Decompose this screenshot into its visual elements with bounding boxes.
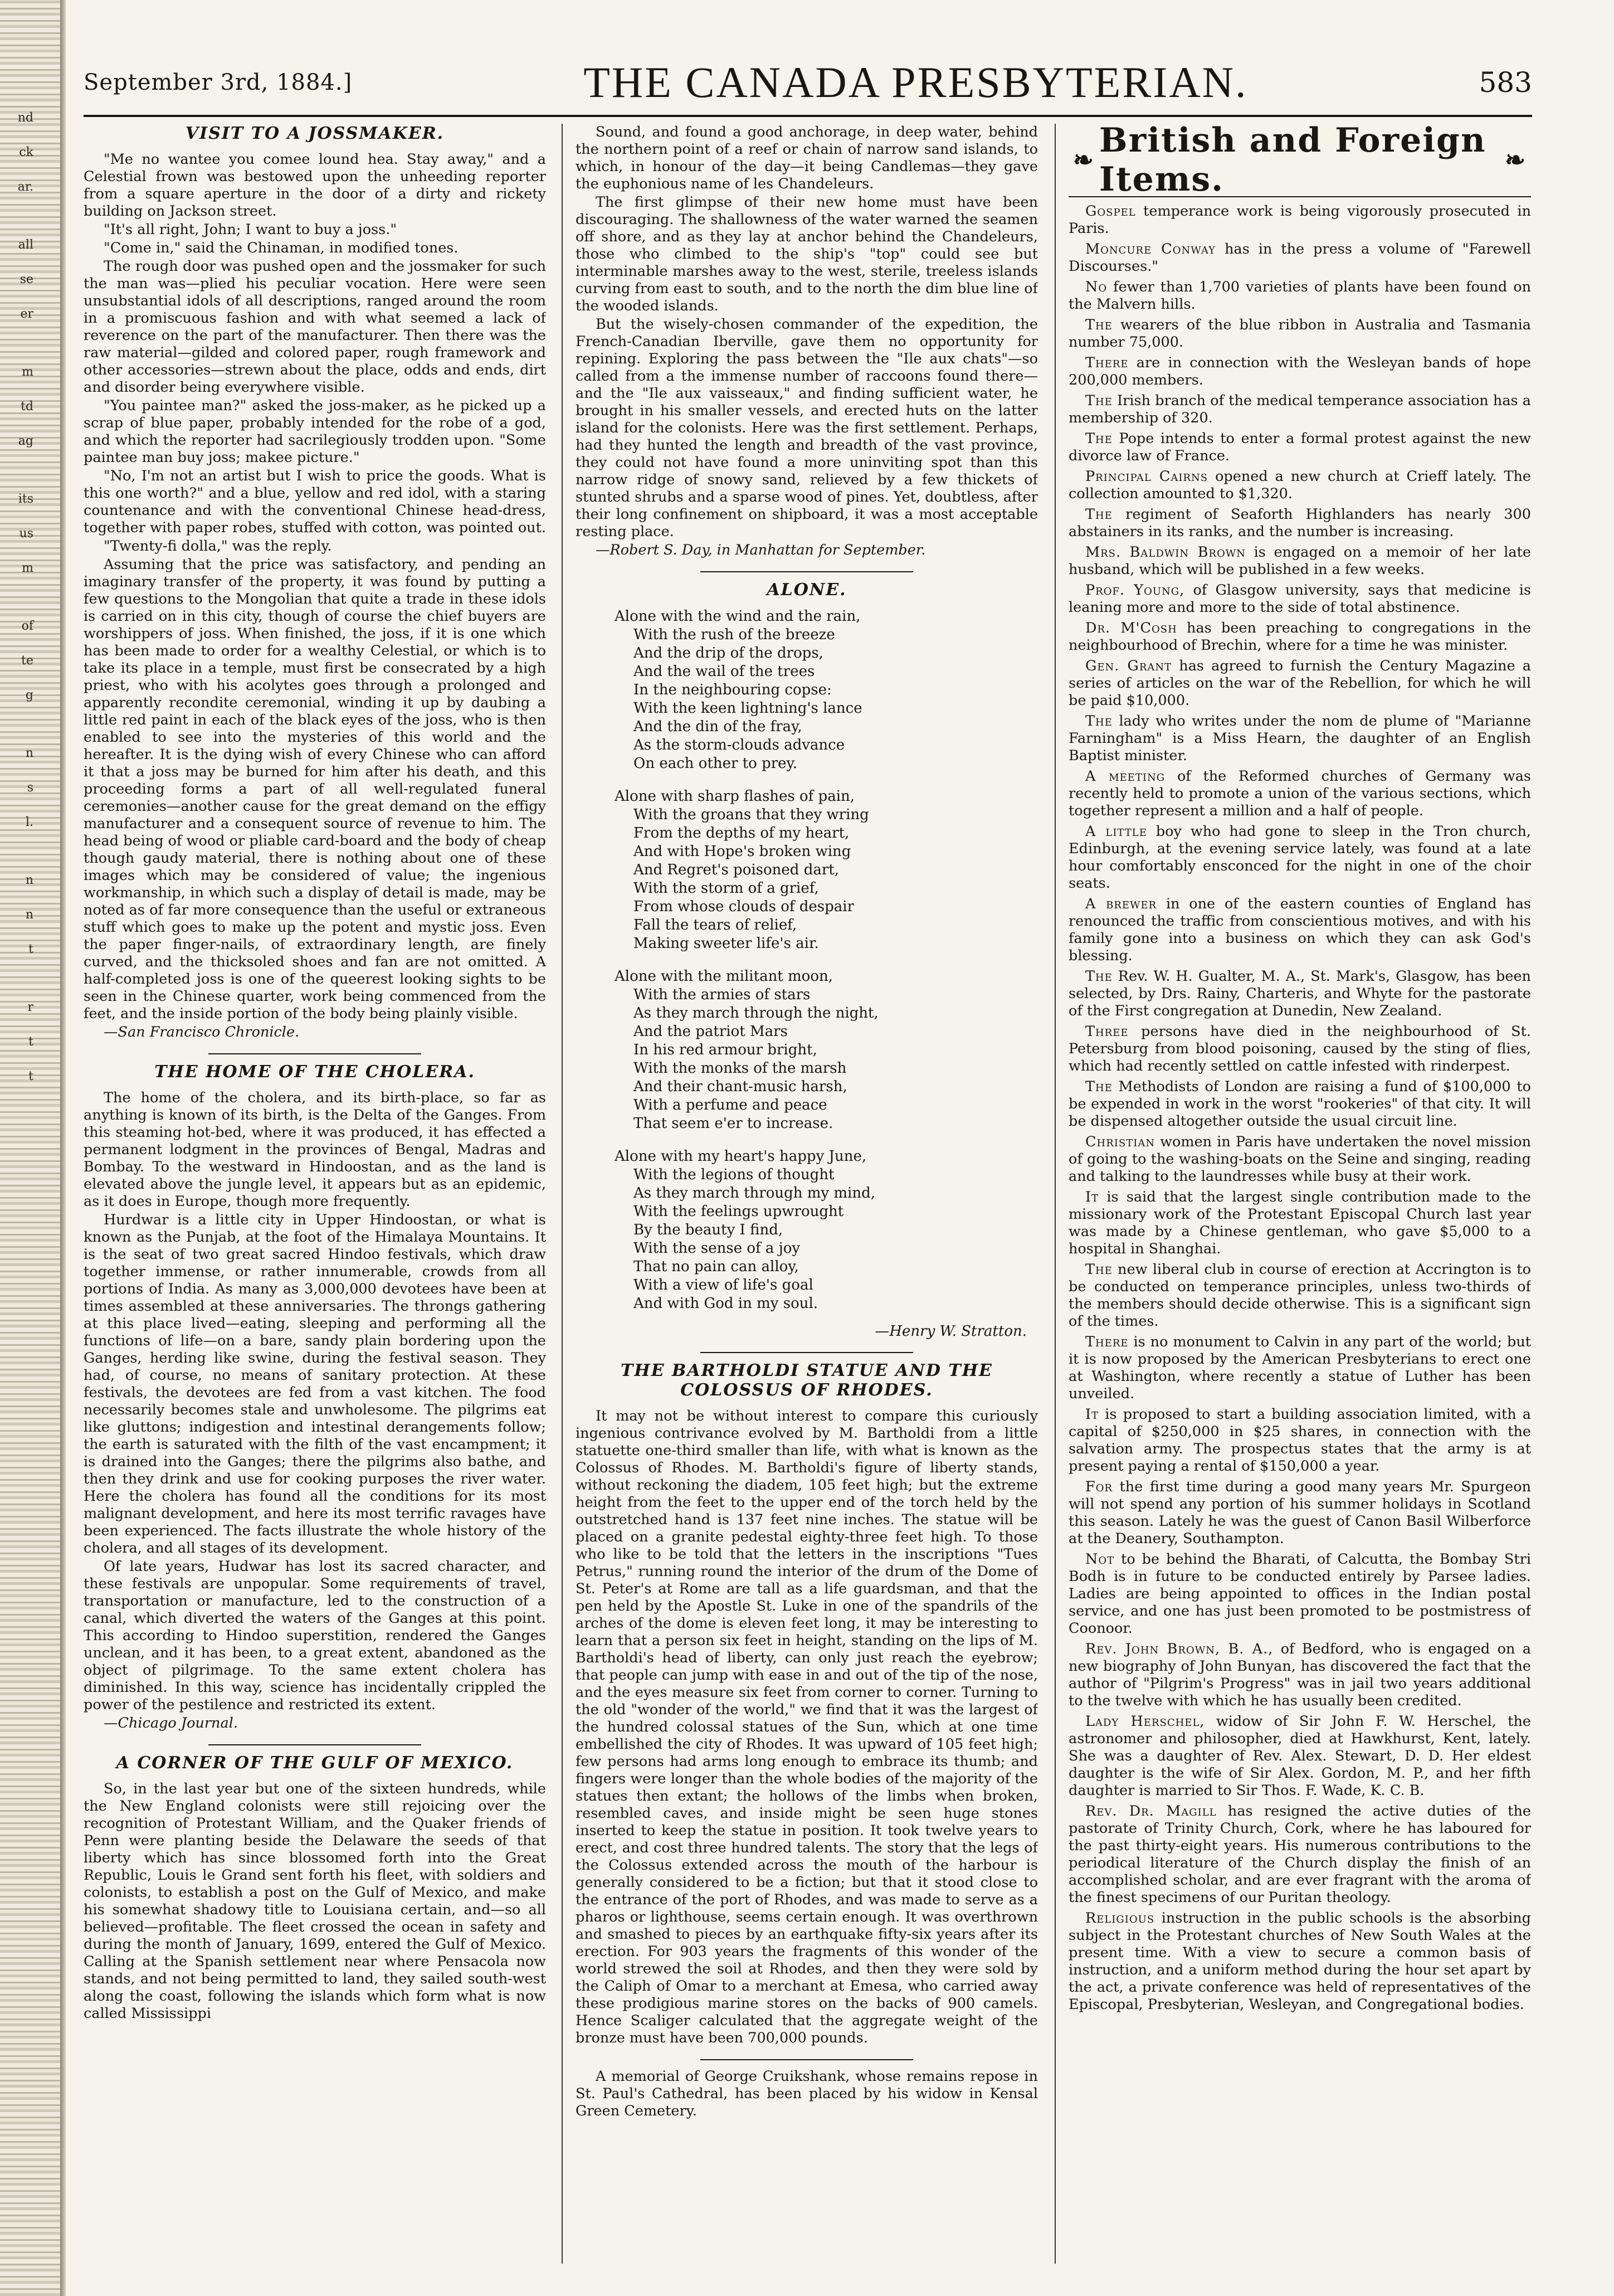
poem-line: Fall the tears of relief,	[633, 917, 797, 933]
news-item	[1069, 1134, 1531, 1185]
separator-rule	[208, 1744, 421, 1745]
news-item-text: widow of Sir John F. W. Herschel, the astronomer and philosopher, died at Hawkhurst, Kent, lately. She was a daughter of Rev. Alex. Stewart, D. D. Her eldest daughter is the wife of Sir Alex. Gordon, M. P., and her fifth daughter is married to Sir Thos. F. Wade, K. C. B.	[1069, 1713, 1531, 1799]
paragraph: "Come in," said the Chinaman, in modified tones.	[104, 240, 459, 256]
news-item	[1069, 713, 1531, 765]
paragraph: Of late years, Hudwar has lost its sacred character, and these festivals are unpopular. Some requirements of travel, transportation or manufacture, led to the construction of a canal, which diverted the waters of the Ganges at this point. This according to Hindoo superstition, rendered the Ganges unclean, and it has been, to a great extent, abandoned as the object of pilgrimage. To the same extent cholera has diminished. In this way, science has incidentally crippled the power of the pestilence and restricted its extent.	[84, 1558, 546, 1713]
news-item-lead: Three	[1085, 1023, 1129, 1040]
poem-line: Making sweeter life's air.	[633, 935, 819, 952]
news-item	[1069, 203, 1531, 237]
news-item-text: instruction in the public schools is the absorbing subject in the Protestant churches of New South Wales at the present time. With a view to secure a common basis of instruction, and a uniform method during the hour set apart by the act, a private conference was held of representatives of the Episcopal, Presbyterian, Wesleyan, and Congregational bodies.	[1069, 1910, 1531, 2013]
news-item-text: of Glasgow university, says that medicine is leaning more and more to the side of total abstinence.	[1069, 582, 1531, 616]
news-item-text: in one of the eastern counties of England has renounced the traffic from conscientious motives, and with his family gone into a business on which they can ask God's blessing.	[1069, 896, 1531, 964]
news-item-text: is said that the largest single contribution made to the missionary work of the Protestant Episcopal Church last year was made by a Chinese gentleman, who gave $5,000 to a hospital in Shanghai.	[1069, 1189, 1531, 1257]
adjacent-page-fragment: se	[19, 273, 33, 286]
poem-stanza	[615, 1147, 1038, 1313]
poem-line: And the patriot Mars	[633, 1023, 788, 1040]
paragraph: So, in the last year but one of the sixteen hundreds, while the New England colonists were still rejoicing over the recognition of Protestant William, and the Quaker friends of Penn were planting beside the Delaware the seeds of that liberty which has since blossomed forth into the Great Republic, Louis le Grand sent forth his fleet, with soldiers and colonists, to establish a post on the Gulf of Mexico, and make his somewhat shadowy title to Louisiana certain, and—so all believed—profitable. The fleet crossed the ocean in safety and during the month of January, 1699, entered the Gulf of Mexico. Calling at the Spanish settlement near where Pensacola now stands, and not being permitted to land, they sailed south-west along the coast, following the islands which form what is now called Mississippi	[84, 1781, 546, 2022]
news-item-lead: The	[1085, 430, 1113, 447]
news-item-lead: Dr. M'Cosh	[1085, 620, 1177, 636]
news-item	[1069, 544, 1531, 578]
poem-line: And their chant-music harsh,	[633, 1078, 847, 1095]
news-item	[1069, 506, 1531, 541]
article-source: —San Francisco Chronicle.	[104, 1024, 300, 1040]
news-item	[1069, 1078, 1531, 1130]
news-item	[1069, 582, 1531, 616]
paragraph: The home of the cholera, and its birth-place, so far as anything is known of its birth, is the Delta of the Ganges. From this steaming hot-bed, where it was produced, it has effected a permanent lodgment in the provinces of Bengal, Madras and Bombay. To the westward in Hindoostan, and as the land is elevated above the jungle level, it appears but as an epidemic, as it does in Europe, though more frequently.	[84, 1089, 546, 1210]
news-item-lead: Moncure Conway	[1085, 241, 1216, 257]
poem-line: And with Hope's broken wing	[633, 843, 851, 860]
news-item	[1069, 1713, 1531, 1799]
news-item	[1069, 317, 1531, 351]
book-binding-edge	[0, 0, 66, 2296]
poem-line: With the legions of thought	[633, 1166, 835, 1183]
poem-line: With the groans that they wring	[633, 806, 869, 823]
adjacent-page-fragment: t	[28, 1035, 33, 1049]
news-item-lead: Christian	[1085, 1134, 1155, 1150]
newspaper-title: THE CANADA PRESBYTERIAN.	[583, 58, 1248, 106]
poem-stanza	[615, 787, 1038, 953]
news-item-lead: Gen. Grant	[1085, 658, 1172, 674]
adjacent-page-fragment: n	[25, 746, 33, 760]
news-item-lead: Gospel	[1085, 203, 1136, 220]
page-number: 583	[1479, 66, 1532, 99]
news-item	[1069, 1023, 1531, 1075]
paragraph: It may not be without interest to compare this curiously ingenious contrivance evolved by M. Bartholdi from a little statuette one-third smaller than life, with what is known as the Colossus of Rhodes. M. Bartholdi's figure of liberty stands, without reckoning the diadem, 105 feet high; but the extreme height from the feet to the upper end of the torch held by the outstretched hand is 137 feet nine inches. The statue will be placed on a granite pedestal eighty-three feet high. To those who like to be told that the letters in the inscriptions "Tues Petrus," running round the interior of the drum of the Dome of St. Peter's at Rome are tall as a life guardsman, and that the pen held by the Apostle St. Luke in one of the spandrils of the arches of the dome is eleven feet long, it may be interesting to learn that a person six feet in height, standing on the lips of M. Bartholdi's head of liberty, can only just reach the eyebrow; that people can jump with ease in and out of the tip of the nose, and the eyes measure six feet from corner to corner. Turning to the old "wonder of the world," we find that it was the largest of the hundred colossal statues of the Sun, which at one time embellished the city of Rhodes. It was upward of 105 feet high; few persons had arms long enough to embrace its thumb; and fingers were longer than the whole bodies of the majority of the statues then extant; the hollows of the limbs when broken, resembled caves, and inside might be seen huge stones inserted to keep the statue in position. It took twelve years to erect, and cost three hundred talents. The story that the legs of the Colossus extended across the mouth of the harbour is generally considered to be a fiction; but that it stood close to the entrance of the port of Rhodes, and was made to serve as a pharos or lighthouse, seems certain enough. It was overthrown and smashed to pieces by an earthquake fifty-six years after its erection. For 903 years the fragments of this wonder of the world strewed the soil at Rhodes, and then they were sold by the Caliph of Omar to a merchant at Emesa, who carried away these prodigious marine stores on the backs of 900 camels. Hence Scaliger calculated that the aggregate weight of the bronze must have been 700,000 pounds.	[576, 1408, 1038, 2046]
news-item-text: is no monument to Calvin in any part of the world; but it is now proposed by the American Presbyterians to erect one at Washington, where recently a statue of Luther has been unveiled.	[1069, 1334, 1531, 1402]
poem-line: On each other to prey.	[633, 755, 798, 772]
news-item-lead: The	[1085, 506, 1113, 523]
poem-line: As the storm-clouds advance	[633, 737, 845, 753]
news-item-text: of Bedford, who is engaged on a new biography of John Bunyan, has discovered the fact that the author of "Pilgrim's Progress" was in jail two years additional to the twelve with which he has usually been credited.	[1069, 1641, 1531, 1709]
poem-line: Alone with the militant moon,	[615, 968, 833, 985]
adjacent-page-fragment: nd	[17, 111, 33, 125]
adjacent-page-fragment: m	[22, 365, 33, 379]
news-item-lead: Lady Herschel,	[1085, 1713, 1205, 1730]
news-item-text: opened a new church at Crieff lately. The collection amounted to $1,320.	[1069, 468, 1531, 502]
poem-line: That no pain can alloy,	[633, 1258, 799, 1275]
separator-rule	[208, 1053, 421, 1054]
poem-line: And with God in my soul.	[633, 1295, 818, 1312]
news-item-lead: Religious	[1085, 1910, 1155, 1927]
news-item	[1069, 620, 1531, 654]
adjacent-page-fragment: l.	[25, 815, 33, 829]
poem-line: And the din of the fray,	[633, 718, 802, 735]
adjacent-page-fragments	[4, 106, 33, 1122]
news-item	[1069, 1478, 1531, 1548]
adjacent-page-fragment: ck	[19, 145, 33, 159]
news-item-text: regiment of Seaforth Highlanders has nearly 300 abstainers in its ranks, and the number is increasing.	[1069, 506, 1531, 540]
poem-alone	[615, 607, 1038, 1313]
adjacent-page-fragment: g	[25, 688, 33, 702]
news-item-text: Rev. W. H. Gualter, M. A., St. Mark's, Glasgow, has been selected, by Drs. Rainy, Charteris, and Whyte for the pastorate of the First congregation at Dunedin, New Zealand.	[1069, 968, 1531, 1019]
article-continuation-gulf	[576, 124, 1038, 541]
poem-line: From whose clouds of despair	[633, 898, 855, 915]
poem-line: With the armies of stars	[633, 986, 811, 1003]
poem-line: From the depths of my heart,	[633, 825, 850, 841]
paragraph: Assuming that the price was satisfactory, and pending an imaginary transfer of the property, it was found by putting a few questions to the Mongolian that quite a trade in these idols is carried on in this city, though of course the chief buyers are worshippers of joss. When finished, the joss, if it is one which has been made to order for a wealthy Celestial, or which is to take its place in a temple, must first be consecrated by a high priest, who with his acolytes goes through a prolonged and apparently recondite ceremonial, winding it up by daubing a little red paint in each of the black eyes of the joss, who is then enabled to see into the mysteries of this world and the hereafter. It is the dying wish of every Chinese who can afford it that a joss may be burned for him after his death, and this proceeding forms a part of all well-regulated funeral ceremonies—another cause for the great demand on the effigy manufacturer and a consequent source of revenue to him. The head being of wood or pliable card-board and the body of cheap though gaudy material, there is nothing about one of these images which may be considered of value; the ingenious workmanship, in which such a display of detail is made, may be noted as of far more consequence than the useful or extraneous stuff which goes to make up the potent and mystic joss. Even the paper finger-nails, of extraordinary length, are finely curved, and the thicksoled shoes and fan are not omitted. A half-completed joss is one of the queerest looking sights to be seen in the Chinese quarter, work being commenced from the feet, and the inside portion of the body being plainly visible.	[84, 556, 546, 1022]
adjacent-page-fragment: t	[28, 942, 33, 956]
separator-rule	[700, 1352, 913, 1353]
adjacent-page-fragment: td	[21, 400, 33, 414]
column-rule-2	[1055, 124, 1056, 2264]
news-item-text: fewer than 1,700 varieties of plants have been found on the Malvern hills.	[1069, 279, 1531, 313]
news-item	[1069, 1406, 1531, 1475]
poem-stanza	[615, 607, 1038, 773]
poem-line: And the wail of the trees	[633, 663, 815, 680]
news-item-lead: Rev. John Brown, B. A.,	[1085, 1641, 1274, 1657]
article-title-jossmaker: VISIT TO A JOSSMAKER.	[185, 124, 445, 143]
poem-title: ALONE.	[767, 580, 847, 600]
news-item-lead: No	[1085, 279, 1108, 295]
poem-line: With a perfume and peace	[633, 1097, 827, 1113]
adjacent-page-fragment: er	[20, 307, 33, 321]
poem-author: —Henry W. Stratton.	[875, 1323, 1027, 1340]
paragraph: "Me no wantee you comee lound hea. Stay away," and a Celestial frown was bestowed upon the unheeding reporter from a square aperture in the door of a dirty and rickety building on Jackson street.	[84, 151, 546, 220]
article-body-jossmaker	[84, 151, 546, 1023]
news-item-lead: The	[1085, 317, 1113, 333]
adjacent-page-fragment: us	[19, 527, 33, 541]
news-item-text: to be behind the Bharati, of Calcutta, the Bombay Stri Bodh is in future to be conducted entirely by Parsee ladies. Ladies are being appointed to offices in the Indian postal service, and one has just been promoted to be postmistress of Coonoor.	[1069, 1551, 1531, 1637]
news-item	[1069, 823, 1531, 892]
news-item-text: is proposed to start a building association limited, with a capital of $250,000 in $25 shares, in connection with the salvation army. The prospectus states that the army is at present paying a rental of $150,000 a year.	[1069, 1406, 1531, 1475]
news-item-lead: For	[1085, 1478, 1113, 1495]
adjacent-page-fragment: s	[27, 781, 33, 795]
article-source: —Chicago Journal.	[104, 1715, 238, 1731]
adjacent-page-fragment: all	[18, 238, 33, 252]
adjacent-page-fragment: ag	[18, 434, 33, 448]
news-item	[1069, 354, 1531, 389]
news-item-lead: A meeting	[1085, 768, 1166, 785]
news-item-lead: It	[1085, 1406, 1099, 1423]
issue-date: September 3rd, 1884.]	[84, 70, 353, 95]
poem-line: By the beauty I find,	[633, 1222, 783, 1238]
poem-line: And the drip of the drops,	[633, 645, 823, 661]
news-item-text: has agreed to furnish the Century Magazine a series of articles on the war of the Rebellion, for which he will be paid $10,000.	[1069, 658, 1531, 709]
news-item	[1069, 392, 1531, 427]
news-item	[1069, 658, 1531, 709]
separator-rule	[700, 571, 913, 572]
news-item	[1069, 430, 1531, 465]
news-item-lead: The	[1085, 968, 1113, 985]
news-item-text: has resigned the active duties of the pastorate of Trinity Church, Cork, where he has laboured for the past thirty-eight years. His numerous contributions to the periodical literature of the Church display the finish of an accomplished scholar, and are ever fragrant with the aroma of the finest specimens of our Puritan theology.	[1069, 1803, 1531, 1906]
news-item	[1069, 241, 1531, 275]
poem-stanza	[615, 967, 1038, 1133]
news-item-lead: Prof. Young,	[1085, 582, 1185, 599]
column-2	[576, 124, 1038, 2264]
memorial-note: A memorial of George Cruikshank, whose remains repose in St. Paul's Cathedral, has been placed by his widow in Kensal Green Cemetery.	[576, 2068, 1038, 2119]
poem-line: With the sense of a joy	[633, 1240, 801, 1257]
paragraph: "Twenty-fi dolla," was the reply.	[104, 538, 332, 554]
news-item	[1069, 1803, 1531, 1906]
news-item-lead: Mrs. Baldwin Brown	[1085, 544, 1246, 561]
news-item	[1069, 468, 1531, 503]
poem-line: And Regret's poisoned dart,	[633, 862, 839, 878]
adjacent-page-fragment: n	[25, 908, 33, 922]
news-items-list	[1069, 203, 1531, 2013]
column-1	[84, 124, 546, 2264]
poem-line: With the storm of a grief,	[633, 880, 819, 897]
article-body-cholera	[84, 1089, 546, 1714]
poem-line: That seem e'er to increase.	[633, 1115, 833, 1132]
news-item-text: of the Reformed churches of Germany was recently held to promote a union of the various sections, which together represent a million and a half of people.	[1069, 768, 1531, 819]
news-item-text: temperance work is being vigorously prosecuted in Paris.	[1069, 203, 1531, 237]
article-title-cholera: THE HOME OF THE CHOLERA.	[154, 1062, 475, 1082]
poem-line: Alone with my heart's happy June,	[615, 1148, 867, 1165]
news-item-text: Irish branch of the medical temperance association has a membership of 320.	[1069, 392, 1531, 426]
paragraph: But the wisely-chosen commander of the expedition, the French-Canadian Iberville, gave them no opportunity for repining. Exploring the pass between the "Ile aux chats"—so called from a the immense number of raccoons found there—and the "Ile aux vaisseaux," and finding sufficient water, he brought in his smaller vessels, and erected huts on the latter island for the colonists. Here was the first settlement. Perhaps, had they hunted the length and breadth of the vast province, they could not have found a more uninviting spot than this narrow ridge of snowy sand, relieved by a few thickets of stunted shrubs and a sparse wood of pines. Yet, doubtless, after their long confinement on shipboard, it was a most acceptable resting place.	[576, 316, 1038, 540]
news-item	[1069, 1334, 1531, 1403]
paragraph: Hurdwar is a little city in Upper Hindoostan, or what is known as the Punjab, at the foot of the Himalaya Mountains. It is the seat of two great sacred Hindoo festivals, which draw together immense, or rather innumerable, crowds from all portions of India. As many as 3,000,000 devotees have been at times assembled at these anniversaries. The throngs gathering at this place lived—eating, sleeping and performing all the functions of life—on a bare, sandy plain bordering upon the Ganges, herding like swine, during the festival season. They had, of course, no means of sanitary protection. At these festivals, the devotees are fed from a vast kitchen. The food necessarily becomes stale and unwholesome. The pilgrims eat like gluttons; indigestion and intestinal derangements follow; the earth is saturated with the filth of the vast encampment; it is drained into the Ganges; there the pilgrims also bathe, and then they drink and use for cooking purposes the river water. Here the cholera has found all the conditions for its most malignant development, and here its most terrific ravages have been experienced. The facts illustrate the whole history of the cholera, and all stages of its development.	[84, 1212, 546, 1556]
poem-line: In his red armour bright,	[633, 1042, 817, 1058]
column-rule-1	[562, 124, 563, 2264]
poem-line: As they march through the night,	[633, 1005, 879, 1021]
article-source: —Robert S. Day, in Manhattan for September.	[596, 542, 926, 558]
poem-line: With the feelings upwrought	[633, 1203, 844, 1220]
paragraph: "No, I'm not an artist but I wish to price the goods. What is this one worth?" and a blue, yellow and red idol, with a staring countenance and with the conventional Chinese head-dress, together with paper robes, stuffed with cotton, was pointed out.	[84, 468, 546, 536]
news-item	[1069, 1910, 1531, 2013]
poem-line: With the rush of the breeze	[633, 626, 835, 643]
news-item-lead: The	[1085, 392, 1113, 409]
news-item-lead: There	[1085, 354, 1129, 371]
news-item-text: lady who writes under the nom de plume of "Marianne Farningham" is a Miss Hearn, the daughter of an English Baptist minister.	[1069, 713, 1531, 764]
news-item-lead: Rev. Dr. Magill	[1085, 1803, 1217, 1820]
adjacent-page-fragment: m	[22, 561, 33, 575]
paragraph: The rough door was pushed open and the jossmaker for such the man was—plied his peculiar vocation. Here were seen unsubstantial idols of all descriptions, ranged around the room in a promiscuous fashion and with what seemed a lack of reverence on the part of the manufacturer. Then there was the raw material—gilded and colored paper, rough framework and other accessories—strewn about the place, odds and ends, dirt and disorder being everywhere visible.	[84, 258, 546, 396]
adjacent-page-fragment: n	[25, 873, 33, 887]
news-item-text: has been preaching to congregations in the neighbourhood of Brechin, where for a time he was minister.	[1069, 620, 1531, 654]
adjacent-page-fragment: of	[21, 619, 33, 633]
column-3	[1069, 124, 1531, 2264]
adjacent-page-fragment: ar.	[17, 180, 33, 194]
article-body-bartholdi	[576, 1408, 1038, 2047]
paragraph: The first glimpse of their new home must have been discouraging. The shallowness of the water warned the seamen off shore, and as they lay at anchor behind the Chandeleurs, those who climbed to the ship's "top" could see but interminable marshes away to the west, sterile, treeless islands curving from east to south, and to the north the dim blue line of the wooded islands.	[576, 194, 1038, 314]
news-item-text: women in Paris have undertaken the novel mission of going to the washing-boats on the Seine and singing, reading and talking to the laundresses while busy at their work.	[1069, 1134, 1531, 1185]
poem-line: With the keen lightning's lance	[633, 700, 862, 717]
news-item-lead: It	[1085, 1189, 1099, 1205]
poem-line: Alone with sharp flashes of pain,	[615, 788, 855, 805]
news-item	[1069, 768, 1531, 820]
news-item-lead: The	[1085, 1261, 1113, 1278]
paragraph: "It's all right, John; I want to buy a joss."	[104, 221, 397, 238]
news-item-lead: A little	[1085, 823, 1147, 840]
poem-line: With the monks of the marsh	[633, 1060, 847, 1077]
article-title-bartholdi: THE BARTHOLDI STATUE AND THE COLOSSUS OF RHODES.	[621, 1361, 993, 1400]
news-item-text: the first time during a good many years Mr. Spurgeon will not spend any portion of his summer holidays in Scotland this season. Lately he was the guest of Canon Basil Wilberforce at the Deanery, Southampton.	[1069, 1478, 1531, 1547]
news-item-text: wearers of the blue ribbon in Australia and Tasmania number 75,000.	[1069, 317, 1531, 351]
article-title-gulf-of-mexico: A CORNER OF THE GULF OF MEXICO.	[116, 1753, 514, 1773]
adjacent-page-fragment: te	[21, 654, 33, 668]
adjacent-page-fragment: r	[27, 1000, 33, 1014]
news-item-text: new liberal club in course of erection at Accrington is to be conducted on temperance principles, unless two-thirds of the members should decide otherwise. This is a significant sign of the times.	[1069, 1261, 1531, 1330]
separator-rule	[700, 2059, 913, 2060]
news-item-text: persons have died in the neighbourhood of St. Petersburg from blood poisoning, caused by the sting of flies, which had recently settled on cattle infested with rinderpest.	[1069, 1023, 1531, 1074]
section-heading-text: British and Foreign Items.	[1099, 124, 1486, 199]
adjacent-page-fragment: t	[28, 1069, 33, 1083]
poem-line: With a view of life's goal	[633, 1277, 813, 1293]
news-item	[1069, 1641, 1531, 1710]
poem-line: In the neighbouring copse:	[633, 682, 832, 698]
news-item-text: are in connection with the Wesleyan bands of hope 200,000 members.	[1069, 354, 1531, 388]
news-item-text: Methodists of London are raising a fund of $100,000 to be expended in work in the worst "rookeries" of that city. It will be dispensed altogether outside the usual circuit line.	[1069, 1078, 1531, 1130]
adjacent-page-fragment: its	[18, 492, 33, 506]
news-item-lead: A brewer	[1085, 896, 1157, 912]
news-item-text: boy who had gone to sleep in the Tron church, Edinburgh, at the evening service lately, was found at a late hour comfortably ensconced for the night in one of the choir seats.	[1069, 823, 1531, 892]
ornament-icon: ❧	[1073, 145, 1095, 174]
news-item	[1069, 1189, 1531, 1258]
news-item-text: has in the press a volume of "Farewell Discourses."	[1069, 241, 1531, 275]
article-body-gulf-of-mexico	[84, 1781, 546, 2022]
poem-line: Alone with the wind and the rain,	[615, 608, 861, 625]
paragraph: "You paintee man?" asked the joss-maker, as he picked up a scrap of blue paper, probably intended for the robe of a god, and which the reporter had sacrilegiously trodden upon. "Some paintee man buy joss; makee picture."	[84, 397, 546, 466]
masthead	[84, 51, 1532, 114]
news-item-lead: The	[1085, 713, 1113, 729]
news-item-text: is engaged on a memoir of her late husband, which will be published in a few weeks.	[1069, 544, 1531, 578]
news-item	[1069, 896, 1531, 965]
news-item-lead: Principal Cairns	[1085, 468, 1208, 485]
masthead-rule	[84, 115, 1532, 117]
news-item	[1069, 968, 1531, 1020]
news-item	[1069, 1261, 1531, 1330]
news-item-lead: Not	[1085, 1551, 1115, 1568]
paragraph: Sound, and found a good anchorage, in deep water, behind the northern point of a reef or chain of narrow sand islands, to which, in honour of the day—it being Candlemas—they gave the euphonious name of les Chandeleurs.	[576, 124, 1038, 192]
news-item-text: Pope intends to enter a formal protest against the new divorce law of France.	[1069, 430, 1531, 464]
poem-line: As they march through my mind,	[633, 1185, 875, 1201]
news-item-lead: There	[1085, 1334, 1129, 1350]
news-item-lead: The	[1085, 1078, 1113, 1095]
news-item	[1069, 279, 1531, 313]
section-heading-foreign-items	[1069, 124, 1531, 197]
news-item	[1069, 1551, 1531, 1637]
ornament-icon: ❧	[1505, 145, 1527, 174]
